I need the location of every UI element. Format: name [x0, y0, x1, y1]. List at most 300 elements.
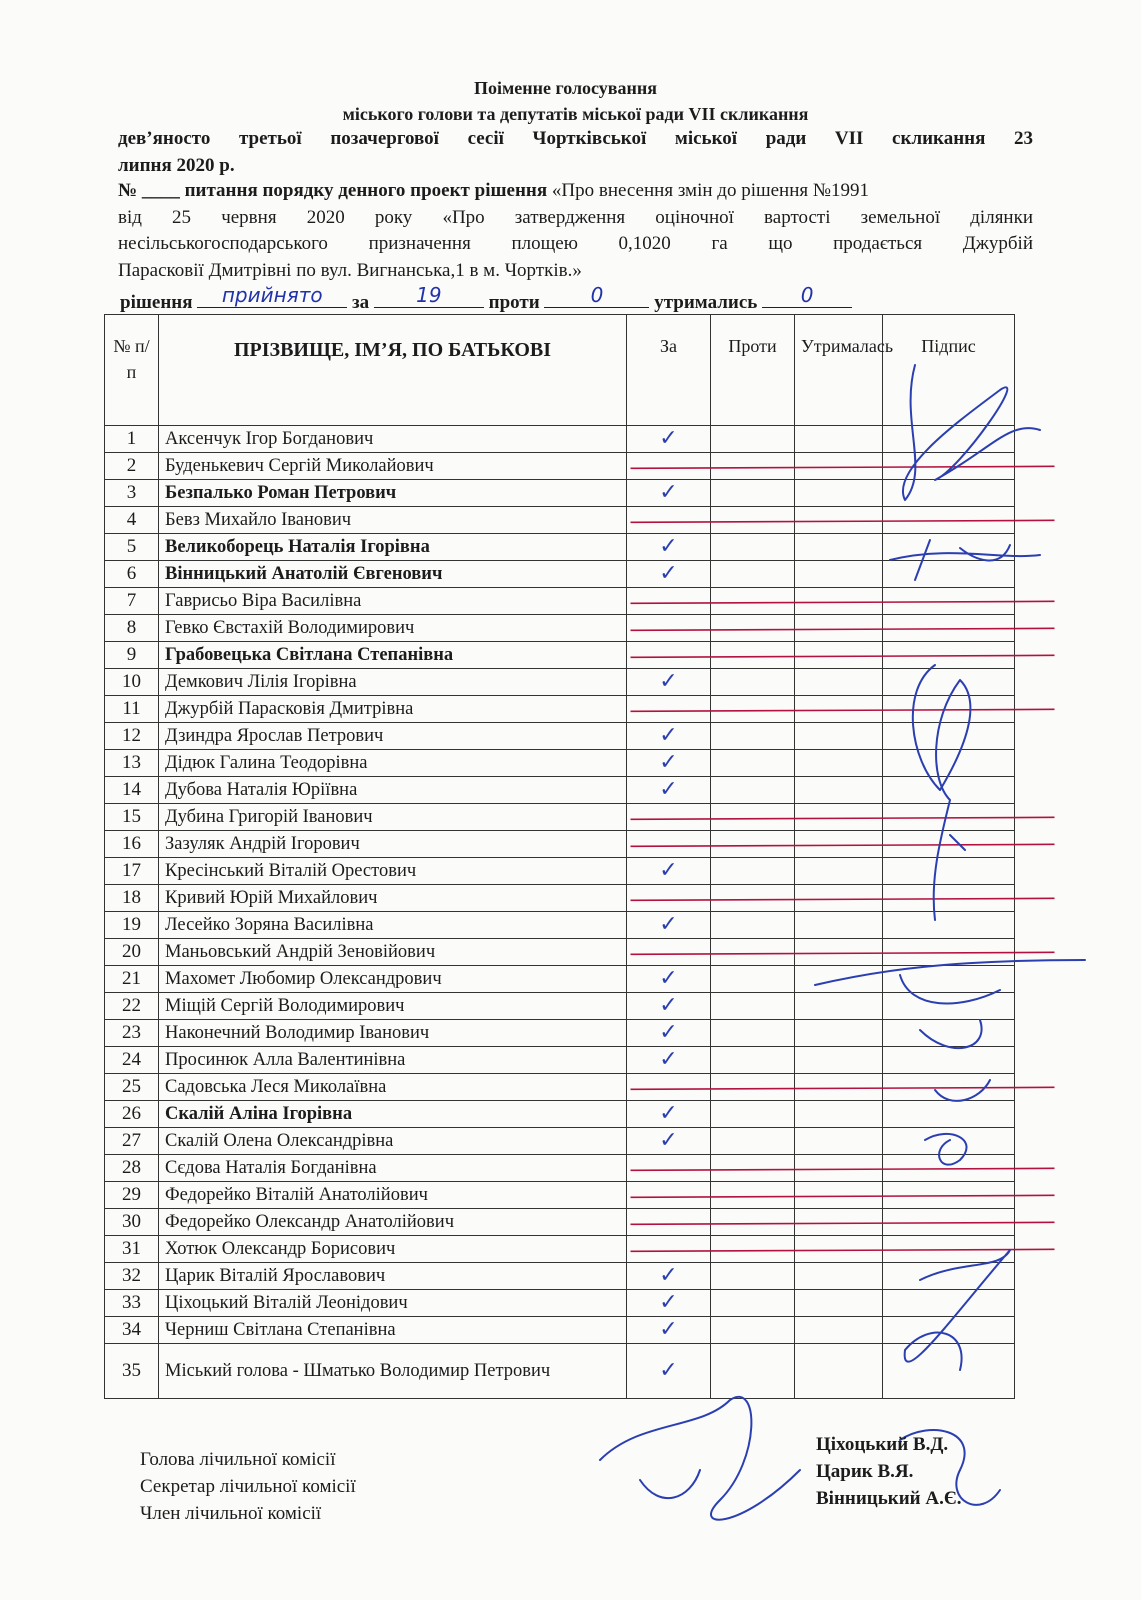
vote-against-cell [711, 939, 795, 966]
table-row [105, 426, 1015, 453]
vote-for-cell [627, 1101, 711, 1128]
table-row [105, 885, 1015, 912]
signature-cell [883, 1182, 1015, 1209]
signature-cell [883, 1236, 1015, 1263]
signature-cell [883, 480, 1015, 507]
deputy-name: Федорейко Олександр Анатолійович [159, 1209, 627, 1236]
check-mark-icon: ✓ [659, 723, 678, 748]
vote-against-cell [711, 777, 795, 804]
vote-abstain-cell [795, 993, 883, 1020]
vote-against-cell [711, 1047, 795, 1074]
deputy-name: Просинюк Алла Валентинівна [159, 1047, 627, 1074]
vote-abstain-cell [795, 669, 883, 696]
vote-for-cell [627, 804, 711, 831]
row-number: 13 [105, 750, 159, 777]
vote-abstain-cell [795, 723, 883, 750]
vote-abstain-cell [795, 588, 883, 615]
vote-abstain-cell [795, 534, 883, 561]
decision-summary [120, 283, 1020, 314]
deputy-name: Скалій Аліна Ігорівна [159, 1101, 627, 1128]
table-row [105, 1047, 1015, 1074]
vote-against-cell [711, 966, 795, 993]
vote-abstain-cell [795, 777, 883, 804]
vote-against-cell [711, 1074, 795, 1101]
deputy-name: Зазуляк Андрій Ігорович [159, 831, 627, 858]
table-row [105, 507, 1015, 534]
vote-against-cell [711, 1236, 795, 1263]
vote-against-cell [711, 1128, 795, 1155]
counting-commission-members [816, 1431, 962, 1512]
row-number: 6 [105, 561, 159, 588]
vote-abstain-cell [795, 426, 883, 453]
header-for: За [627, 315, 711, 426]
table-row [105, 777, 1015, 804]
check-mark-icon: ✓ [659, 480, 678, 505]
vote-against-cell [711, 1155, 795, 1182]
check-mark-icon: ✓ [659, 912, 678, 937]
vote-abstain-cell [795, 615, 883, 642]
row-number: 28 [105, 1155, 159, 1182]
counting-commission-roles [140, 1446, 356, 1527]
signature-cell [883, 939, 1015, 966]
vote-abstain-cell [795, 561, 883, 588]
signature-cell [883, 615, 1015, 642]
row-number: 29 [105, 1182, 159, 1209]
vote-against-cell [711, 885, 795, 912]
deputy-name: Скалій Олена Олександрівна [159, 1128, 627, 1155]
vote-abstain-cell [795, 642, 883, 669]
signature-cell [883, 993, 1015, 1020]
vote-against-cell [711, 1182, 795, 1209]
table-row [105, 804, 1015, 831]
deputy-name: Демкович Лілія Ігорівна [159, 669, 627, 696]
vote-abstain-cell [795, 1074, 883, 1101]
deputy-name: Махомет Любомир Олександрович [159, 966, 627, 993]
vote-for-cell [627, 615, 711, 642]
signature-cell [883, 426, 1015, 453]
deputy-name: Дзиндра Ярослав Петрович [159, 723, 627, 750]
deputy-name: Черниш Світлана Степанівна [159, 1317, 627, 1344]
table-row [105, 1155, 1015, 1182]
member-name: Царик В.Я. [816, 1461, 914, 1482]
commission-secretary: Секретар лічильної комісії [140, 1476, 356, 1497]
row-number: 31 [105, 1236, 159, 1263]
table-row [105, 1020, 1015, 1047]
table-row [105, 480, 1015, 507]
commission-member: Член лічильної комісії [140, 1503, 322, 1524]
row-number: 33 [105, 1290, 159, 1317]
vote-for-cell [627, 669, 711, 696]
vote-for-cell [627, 561, 711, 588]
deputy-name: Бевз Михайло Іванович [159, 507, 627, 534]
abstain-label: утримались [654, 292, 758, 313]
vote-for-cell [627, 642, 711, 669]
deputy-name: Джурбій Парасковія Дмитрівна [159, 696, 627, 723]
vote-abstain-cell [795, 696, 883, 723]
signature-cell [883, 885, 1015, 912]
deputy-name: Вінницький Анатолій Євгенович [159, 561, 627, 588]
vote-against-cell [711, 1263, 795, 1290]
deputy-name: Кривий Юрій Михайлович [159, 885, 627, 912]
vote-for-cell [627, 750, 711, 777]
vote-for-cell [627, 426, 711, 453]
vote-against-cell [711, 1290, 795, 1317]
vote-abstain-cell [795, 1344, 883, 1399]
vote-for-cell [627, 1020, 711, 1047]
check-mark-icon: ✓ [659, 1317, 678, 1342]
vote-abstain-cell [795, 1182, 883, 1209]
header-against: Проти [711, 315, 795, 426]
vote-abstain-cell [795, 1263, 883, 1290]
table-row [105, 993, 1015, 1020]
signature-cell [883, 561, 1015, 588]
vote-against-cell [711, 561, 795, 588]
member-name: Ціхоцький В.Д. [816, 1434, 949, 1455]
session-line: дев’яносто третьої позачергової сесії Чортківської міської ради VII скликання 23 [118, 128, 1033, 149]
row-number: 12 [105, 723, 159, 750]
table-row [105, 669, 1015, 696]
vote-against-cell [711, 1020, 795, 1047]
table-row [105, 939, 1015, 966]
row-number: 19 [105, 912, 159, 939]
signature-cell [883, 507, 1015, 534]
vote-for-cell [627, 777, 711, 804]
row-number: 5 [105, 534, 159, 561]
deputy-name: Міський голова - Шматько Володимир Петрович [159, 1344, 627, 1399]
table-row [105, 534, 1015, 561]
deputy-name: Сєдова Наталія Богданівна [159, 1155, 627, 1182]
vote-against-cell [711, 669, 795, 696]
vote-for-cell [627, 1236, 711, 1263]
row-number: 1 [105, 426, 159, 453]
signature-cell [883, 1344, 1015, 1399]
table-row [105, 1128, 1015, 1155]
check-mark-icon: ✓ [659, 750, 678, 775]
check-mark-icon: ✓ [659, 1101, 678, 1126]
table-row [105, 723, 1015, 750]
row-number: 30 [105, 1209, 159, 1236]
vote-for-cell [627, 1317, 711, 1344]
row-number: 3 [105, 480, 159, 507]
vote-abstain-cell [795, 1101, 883, 1128]
row-number: 16 [105, 831, 159, 858]
header-abstain: Утрималась [795, 315, 883, 426]
deputy-name: Великоборець Наталія Ігорівна [159, 534, 627, 561]
check-mark-icon: ✓ [659, 993, 678, 1018]
signature-cell [883, 912, 1015, 939]
for-count: 19 [374, 283, 484, 308]
signature-cell [883, 966, 1015, 993]
check-mark-icon: ✓ [659, 777, 678, 802]
header-name: ПРІЗВИЩЕ, ІМ’Я, ПО БАТЬКОВІ [159, 315, 627, 426]
vote-for-cell [627, 885, 711, 912]
vote-against-cell [711, 1101, 795, 1128]
row-number: 27 [105, 1128, 159, 1155]
table-row [105, 1290, 1015, 1317]
vote-against-cell [711, 723, 795, 750]
signature-cell [883, 588, 1015, 615]
decision-result: прийнято [197, 283, 347, 308]
signature-cell [883, 1128, 1015, 1155]
deputy-name: Аксенчук Ігор Богданович [159, 426, 627, 453]
row-number: 18 [105, 885, 159, 912]
row-number: 15 [105, 804, 159, 831]
signature-cell [883, 669, 1015, 696]
row-number: 10 [105, 669, 159, 696]
row-number: 34 [105, 1317, 159, 1344]
table-row [105, 1263, 1015, 1290]
vote-abstain-cell [795, 804, 883, 831]
deputy-name: Міщій Сергій Володимирович [159, 993, 627, 1020]
agenda-text-line: від 25 червня 2020 року «Про затвердження оціночної вартості земельної ділянки [118, 207, 1033, 228]
signature-cell [883, 858, 1015, 885]
vote-for-cell [627, 912, 711, 939]
table-row [105, 1182, 1015, 1209]
signature-cell [883, 723, 1015, 750]
row-number: 23 [105, 1020, 159, 1047]
row-number: 20 [105, 939, 159, 966]
signature-cell [883, 804, 1015, 831]
table-row [105, 1209, 1015, 1236]
vote-for-cell [627, 966, 711, 993]
deputy-name: Царик Віталій Ярославович [159, 1263, 627, 1290]
roll-call-table [104, 314, 1015, 1399]
signature-cell [883, 696, 1015, 723]
vote-abstain-cell [795, 966, 883, 993]
deputy-name: Гевко Євстахій Володимирович [159, 615, 627, 642]
check-mark-icon: ✓ [659, 1020, 678, 1045]
table-body [105, 426, 1015, 1399]
row-number: 9 [105, 642, 159, 669]
signature-cell [883, 750, 1015, 777]
deputy-name: Безпалько Роман Петрович [159, 480, 627, 507]
vote-for-cell [627, 1263, 711, 1290]
check-mark-icon: ✓ [659, 966, 678, 991]
agenda-text-line: несільськогосподарського призначення площею 0,1020 га що продається Джурбій [118, 233, 1033, 254]
vote-for-cell [627, 588, 711, 615]
vote-abstain-cell [795, 912, 883, 939]
signature-cell [883, 534, 1015, 561]
vote-for-cell [627, 1290, 711, 1317]
signature-cell [883, 1263, 1015, 1290]
row-number: 24 [105, 1047, 159, 1074]
row-number: 32 [105, 1263, 159, 1290]
vote-for-cell [627, 534, 711, 561]
signature-scribble [600, 1397, 800, 1520]
vote-for-cell [627, 480, 711, 507]
against-label: проти [488, 292, 540, 313]
deputy-name: Кресінський Віталій Орестович [159, 858, 627, 885]
deputy-name: Буденькевич Сергій Миколайович [159, 453, 627, 480]
vote-for-cell [627, 831, 711, 858]
table-row [105, 453, 1015, 480]
commission-chair: Голова лічильної комісії [140, 1449, 336, 1470]
vote-for-cell [627, 939, 711, 966]
document-subtitle: міського голови та депутатів міської ради VII скликання [342, 104, 809, 124]
vote-against-cell [711, 750, 795, 777]
vote-abstain-cell [795, 750, 883, 777]
vote-for-cell [627, 1128, 711, 1155]
vote-against-cell [711, 1317, 795, 1344]
table-row [105, 588, 1015, 615]
deputy-name: Хотюк Олександр Борисович [159, 1236, 627, 1263]
against-count: 0 [544, 283, 649, 308]
decision-label: рішення [120, 292, 193, 313]
vote-against-cell [711, 696, 795, 723]
row-number: 25 [105, 1074, 159, 1101]
row-number: 35 [105, 1344, 159, 1399]
signature-cell [883, 831, 1015, 858]
vote-against-cell [711, 507, 795, 534]
signature-cell [883, 777, 1015, 804]
deputy-name: Гаврисьо Віра Василівна [159, 588, 627, 615]
deputy-name: Ціхоцький Віталій Леонідович [159, 1290, 627, 1317]
vote-against-cell [711, 831, 795, 858]
signature-cell [883, 642, 1015, 669]
check-mark-icon: ✓ [659, 669, 678, 694]
vote-abstain-cell [795, 858, 883, 885]
check-mark-icon: ✓ [659, 561, 678, 586]
session-date: липня 2020 р. [118, 155, 235, 176]
signature-cell [883, 1047, 1015, 1074]
row-number: 7 [105, 588, 159, 615]
agenda-text-line: Парасковії Дмитрівні по вул. Вигнанська,1 в м. Чортків.» [118, 260, 582, 281]
signature-cell [883, 1020, 1015, 1047]
vote-abstain-cell [795, 453, 883, 480]
vote-abstain-cell [795, 1290, 883, 1317]
vote-abstain-cell [795, 831, 883, 858]
check-mark-icon: ✓ [659, 426, 678, 451]
vote-against-cell [711, 858, 795, 885]
deputy-name: Дубова Наталія Юріївна [159, 777, 627, 804]
deputy-name: Грабовецька Світлана Степанівна [159, 642, 627, 669]
row-number: 21 [105, 966, 159, 993]
check-mark-icon: ✓ [659, 1290, 678, 1315]
vote-against-cell [711, 1209, 795, 1236]
vote-abstain-cell [795, 1317, 883, 1344]
vote-for-cell [627, 858, 711, 885]
vote-for-cell [627, 723, 711, 750]
vote-for-cell [627, 1182, 711, 1209]
agenda-item [118, 180, 1033, 202]
check-mark-icon: ✓ [659, 1128, 678, 1153]
vote-abstain-cell [795, 885, 883, 912]
check-mark-icon: ✓ [659, 534, 678, 559]
vote-against-cell [711, 1344, 795, 1399]
signature-cell [883, 1209, 1015, 1236]
deputy-name: Дубина Григорій Іванович [159, 804, 627, 831]
deputy-name: Наконечний Володимир Іванович [159, 1020, 627, 1047]
table-row [105, 1074, 1015, 1101]
vote-for-cell [627, 1155, 711, 1182]
vote-abstain-cell [795, 507, 883, 534]
vote-abstain-cell [795, 1236, 883, 1263]
table-row [105, 615, 1015, 642]
row-number: 14 [105, 777, 159, 804]
agenda-text-start: «Про внесення змін до рішення №1991 [551, 180, 869, 201]
vote-against-cell [711, 534, 795, 561]
header-signature: Підпис [883, 315, 1015, 426]
vote-against-cell [711, 480, 795, 507]
signature-cell [883, 1101, 1015, 1128]
check-mark-icon: ✓ [659, 1263, 678, 1288]
document-title: Поіменне голосування [473, 78, 658, 98]
vote-for-cell [627, 696, 711, 723]
vote-for-cell [627, 1344, 711, 1399]
signature-cell [883, 1317, 1015, 1344]
table-row [105, 1317, 1015, 1344]
table-row [105, 1101, 1015, 1128]
vote-against-cell [711, 642, 795, 669]
vote-for-cell [627, 993, 711, 1020]
vote-against-cell [711, 453, 795, 480]
vote-for-cell [627, 1209, 711, 1236]
check-mark-icon: ✓ [659, 1358, 678, 1383]
vote-abstain-cell [795, 939, 883, 966]
check-mark-icon: ✓ [659, 858, 678, 883]
table-row [105, 966, 1015, 993]
deputy-name: Федорейко Віталій Анатолійович [159, 1182, 627, 1209]
deputy-name: Садовська Леся Миколаївна [159, 1074, 627, 1101]
vote-abstain-cell [795, 1020, 883, 1047]
vote-against-cell [711, 912, 795, 939]
vote-for-cell [627, 1047, 711, 1074]
vote-against-cell [711, 804, 795, 831]
signature-cell [883, 1290, 1015, 1317]
table-row [105, 1236, 1015, 1263]
header-number: № п/п [105, 315, 159, 426]
vote-against-cell [711, 993, 795, 1020]
row-number: 26 [105, 1101, 159, 1128]
vote-abstain-cell [795, 1047, 883, 1074]
vote-against-cell [711, 426, 795, 453]
vote-against-cell [711, 615, 795, 642]
table-header-row [105, 315, 1015, 426]
deputy-name: Дідюк Галина Теодорівна [159, 750, 627, 777]
deputy-name: Маньовський Андрій Зеновійович [159, 939, 627, 966]
for-label: за [352, 292, 370, 313]
row-number: 22 [105, 993, 159, 1020]
table-row [105, 696, 1015, 723]
vote-for-cell [627, 1074, 711, 1101]
check-mark-icon: ✓ [659, 1047, 678, 1072]
abstain-count: 0 [762, 283, 852, 308]
row-number: 17 [105, 858, 159, 885]
table-row [105, 1344, 1015, 1399]
table-row [105, 642, 1015, 669]
vote-abstain-cell [795, 1155, 883, 1182]
vote-abstain-cell [795, 1209, 883, 1236]
signature-cell [883, 453, 1015, 480]
row-number: 8 [105, 615, 159, 642]
table-row [105, 561, 1015, 588]
agenda-number-label: № ____ питання порядку денного проект рішення [118, 180, 548, 201]
signature-cell [883, 1155, 1015, 1182]
deputy-name: Лесейко Зоряна Василівна [159, 912, 627, 939]
table-row [105, 858, 1015, 885]
vote-abstain-cell [795, 1128, 883, 1155]
vote-against-cell [711, 588, 795, 615]
table-row [105, 912, 1015, 939]
vote-for-cell [627, 507, 711, 534]
vote-for-cell [627, 453, 711, 480]
row-number: 11 [105, 696, 159, 723]
member-name: Вінницький А.Є. [816, 1488, 962, 1509]
row-number: 2 [105, 453, 159, 480]
table-row [105, 750, 1015, 777]
signature-cell [883, 1074, 1015, 1101]
row-number: 4 [105, 507, 159, 534]
